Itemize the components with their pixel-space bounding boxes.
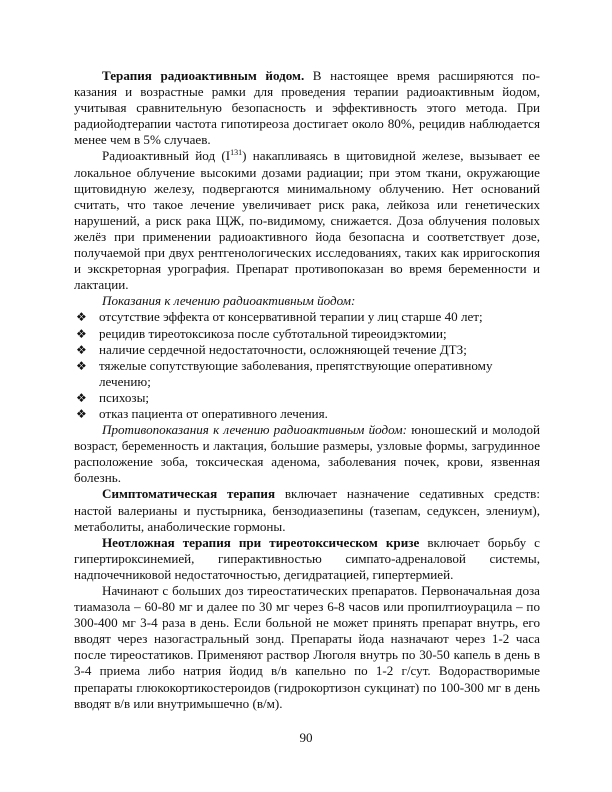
- paragraph-text: В настоящее время расширяются показания и возрастные рамки для проведения терапии радиоактивным йодом, учитывая сравнительную безопасность и эффективность этого метода. При радиойодтерапии частота гипотиреоза достигает около 80%, рецидив наблюдается менее чем в 5% случаев.: [74, 68, 540, 148]
- list-item: ❖ отказ пациента от оперативного лечения.: [76, 405, 328, 421]
- diamond-bullet-icon: ❖: [76, 342, 87, 357]
- diamond-bullet-icon: ❖: [76, 310, 87, 325]
- paragraph-radioiodine-intro: [74, 68, 540, 148]
- page-body: [74, 68, 540, 712]
- section-heading-emergency: Неотложная терапия при тиреотоксическом кризе: [102, 534, 420, 550]
- list-item: ❖ наличие сердечной недостаточности, осложняющей течение ДТЗ;: [76, 341, 467, 357]
- page-number: 90: [299, 730, 313, 745]
- list-item: ❖ тяжелые сопутствующие заболевания, препятствующие оперативному лечению;: [76, 357, 493, 389]
- section-heading-radioiodine: Терапия радиоактивным йодом.: [102, 68, 305, 83]
- paragraph-contraindications: [74, 422, 540, 486]
- indications-list: [74, 309, 540, 422]
- paragraph-text: включает назначение седативных средств: настой валерианы и пустырника, бензодиазепины (тазепам, седуксен, элениум), метаболиты, анаболические гормоны.: [74, 486, 540, 534]
- paragraph-dosing: [74, 583, 540, 712]
- list-item: ❖ рецидив тиреотоксикоза после субтотальной тиреоидэктомии;: [76, 325, 447, 341]
- paragraph-text: юношеский и молодой возраст, беременность и лактация, большие размеры, узловые формы, загрудинное расположение зоба, токсическая аденома, заболевания почек, крови, язвенная болезнь.: [74, 422, 540, 486]
- paragraph-text: Радиоактивный йод (I: [102, 148, 231, 164]
- paragraph-text: включает борьбу с гипертироксинемией, гиперактивностью симпато-адреналовой системы, надпочечниковой недостаточностью, дегидратацией, гипертермией.: [74, 534, 540, 582]
- paragraph-text: Начинают с больших доз тиреостатических препаратов. Первоначальная доза тиамазола – 60-80 мг и далее по 30 мг через 6-8 часов или пропилтиоурацила – по 300-400 мг 3-4 раза в день. Если больной не может принять препарат внутрь, его вводят через назогастральный зонд. Препараты йода назначают через 1-2 часа после тиреостатиков. Применяют раствор Люголя внутрь по 30-50 капель в день в 3-4 приема либо натрия йодид в/в капельно по 1-2 г/сут. Водорастворимые препараты глюкокортикостероидов (гидрокортизон сукцинат) по 100-300 мг в день вводят в/в или внутримышечно (в/м).: [74, 583, 540, 711]
- diamond-bullet-icon: ❖: [76, 326, 87, 341]
- indications-title: Показания к лечению радиоактивным йодом:: [102, 293, 356, 309]
- list-item: ❖ психозы;: [76, 389, 150, 405]
- paragraph-text: ) накапливаясь в щитовидной железе, вызывает ее локальное облучение высокими дозами радиации; при этом ткани, окружающие щитовидную железу, подвергаются минимальному облучению. Нет оснований считать, что такое лечение увеличивает риск рака, лейкоза или генетических нарушений, а риск рака ЩЖ, по-видимому, снижается. Доза облучения половых желёз при применении радиоактивного йода безопасна и соответствует дозе, получаемой при двух рентгенологических исследованиях, таких как ирригоскопия и экскреторная урография. Препарат противопоказан во время беременности и лактации.: [74, 148, 540, 293]
- isotope-superscript: 131: [230, 148, 243, 158]
- paragraph-emergency-therapy: [74, 535, 540, 583]
- list-item: ❖ отсутствие эффекта от консервативной терапии у лиц старше 40 лет;: [76, 309, 483, 325]
- paragraph-symptomatic-therapy: [74, 486, 540, 534]
- diamond-bullet-icon: ❖: [76, 358, 87, 373]
- diamond-bullet-icon: ❖: [76, 406, 87, 421]
- section-heading-symptomatic: Симптоматическая терапия: [102, 486, 276, 502]
- diamond-bullet-icon: ❖: [76, 390, 87, 405]
- paragraph-radioiodine-effects: [74, 148, 540, 293]
- contraindications-title: Противопоказания к лечению радиоактивным йодом:: [102, 422, 407, 438]
